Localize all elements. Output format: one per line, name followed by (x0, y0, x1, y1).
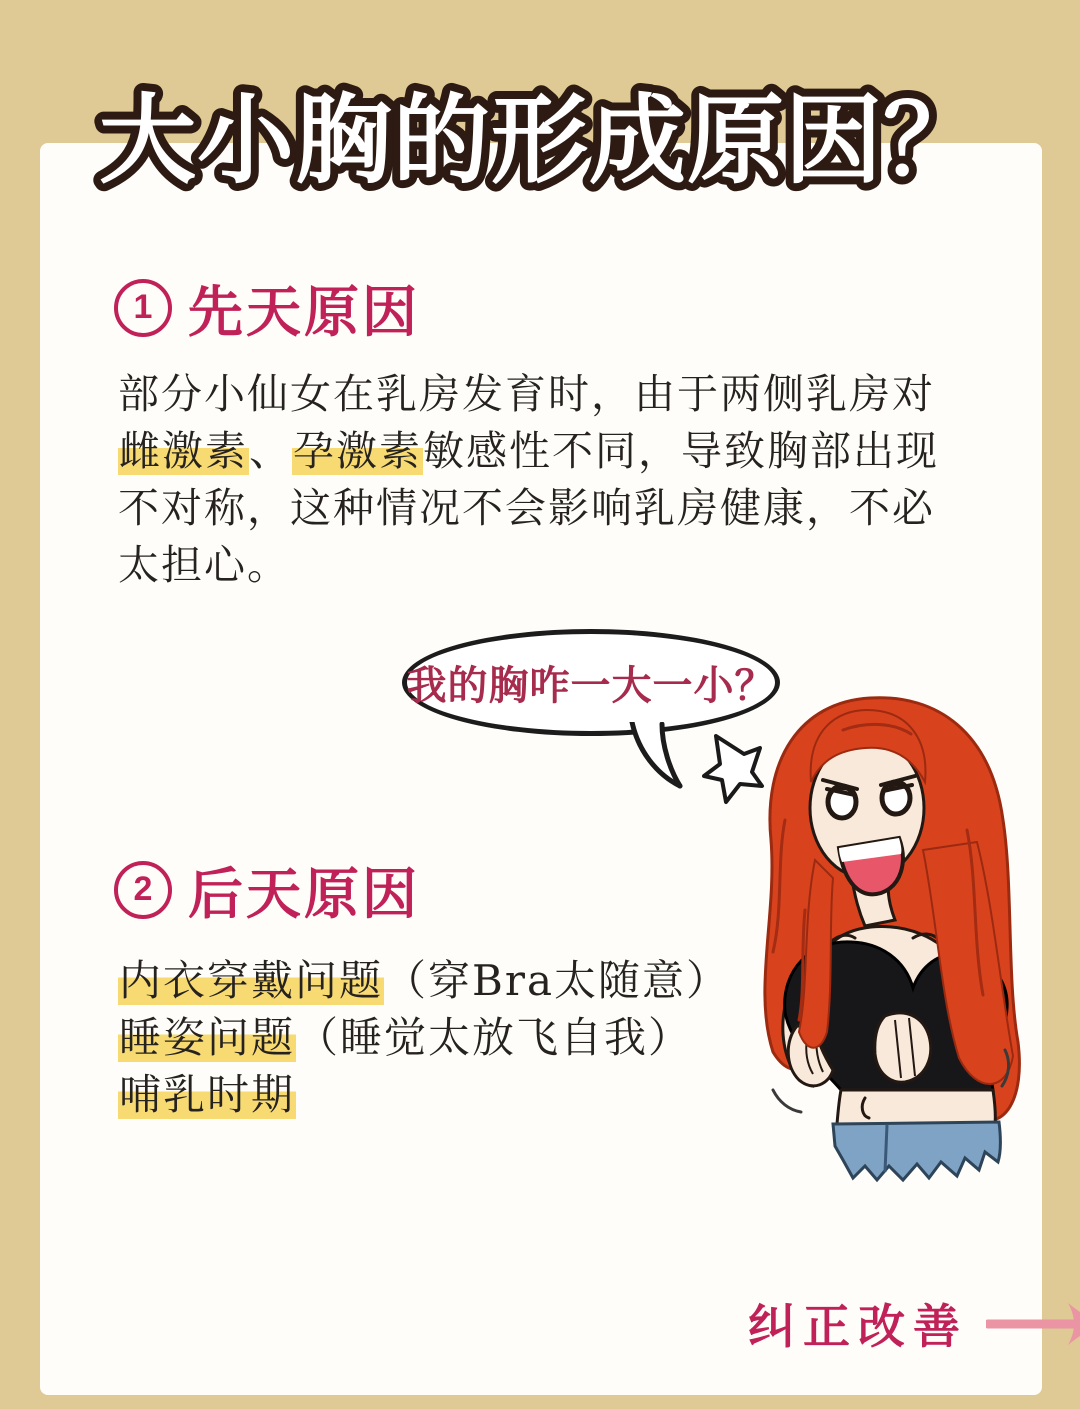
paragraph-line (118, 423, 1028, 480)
cta-correct-improve (748, 1290, 1080, 1357)
paragraph-text: 、 (249, 427, 292, 475)
page-title-text: 大小胸的形成原因？ (99, 86, 981, 195)
paragraph-line: 部分小仙女在乳房发育时，由于两侧乳房对 (118, 370, 935, 418)
speech-bubble-text: 我的胸咋一大一小？ (406, 662, 776, 709)
arrow-right-icon (986, 1301, 1080, 1347)
list-item-rest: （睡觉太放飞自我） (296, 1013, 693, 1062)
section-congenital-heading (114, 268, 420, 347)
acquired-causes-list (118, 952, 730, 1123)
list-item (118, 1009, 730, 1066)
circled-number-2-badge: 2 (114, 861, 172, 919)
woman-cartoon-illustration (715, 690, 1045, 1200)
highlighted-term: 内衣穿戴问题 (119, 956, 384, 1005)
highlighted-term: 睡姿问题 (119, 1013, 296, 1062)
paragraph-line: 太担心。 (118, 541, 290, 589)
cta-label: 纠正改善 (748, 1300, 968, 1353)
list-item (118, 1066, 730, 1123)
highlighted-term: 孕激素 (293, 427, 422, 475)
section-acquired-heading (114, 850, 420, 929)
highlighted-term: 哺乳时期 (119, 1070, 296, 1119)
page-title (0, 56, 1080, 206)
circled-number-1-badge: 1 (114, 279, 172, 337)
speech-bubble-tail (612, 722, 702, 792)
jeans (833, 1122, 1000, 1180)
congenital-paragraph (118, 366, 1028, 594)
paragraph-text: 敏感性不同，导致胸部出现 (423, 427, 939, 475)
list-item-rest: （穿Bra太随意） (384, 956, 730, 1005)
paragraph-line: 不对称，这种情况不会影响乳房健康，不必 (118, 484, 935, 532)
hand-right (875, 1013, 931, 1082)
section-congenital-title: 先天原因 (188, 281, 421, 343)
list-item (118, 952, 730, 1009)
highlighted-term: 雌激素 (119, 427, 248, 475)
section-acquired-title: 后天原因 (188, 863, 421, 925)
